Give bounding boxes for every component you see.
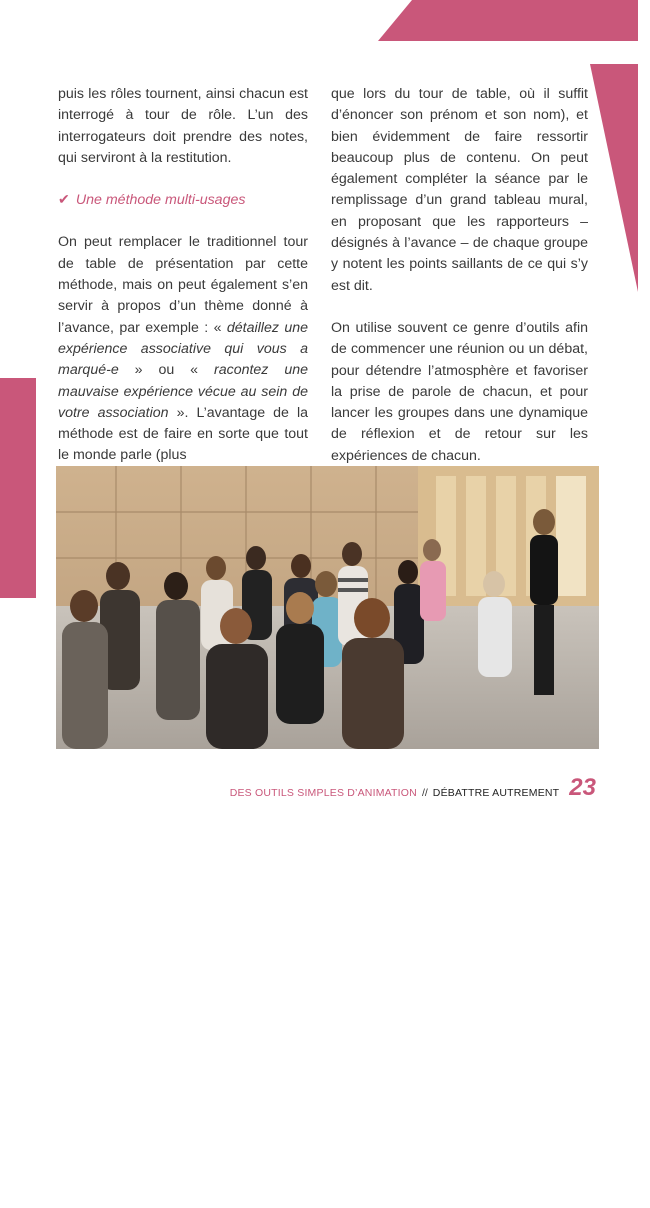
text-run: ». L’avantage de la méthode est de faire en sorte que tout le monde parle (plus (58, 404, 308, 464)
right-corner-shape (590, 64, 638, 292)
top-band-shape (378, 0, 638, 41)
left-column (58, 84, 308, 467)
footer-section-label: DES OUTILS SIMPLES D’ANIMATION (229, 787, 417, 799)
page-footer (229, 774, 596, 801)
footer-separator: // (421, 787, 428, 799)
text-run: On peut remplacer le traditionnel tour de table de présentation par cette méthode, mais on peut également s’en servir à propos d’un thème donné à l’avance, par exemple : « (58, 234, 308, 336)
right-paragraph-1: que lors du tour de table, où il suffit d’énoncer son prénom et son nom), et bien évidemment de faire ressortir beaucoup plus de contenu. On peut également compléter la séance par le remplissage d’un grand tableau mural, en proposant que les rapporteurs – désignés à l’avance – de chaque groupe y notent les points saillants de ce qui s’y est dit. (331, 86, 588, 294)
footer-title: DÉBATTRE AUTREMENT (432, 787, 560, 799)
italic-example-2: racontez une mauvaise expérience vécue au sein de votre association (58, 362, 308, 421)
section-heading (58, 190, 308, 211)
checkmark-icon: ✔ (58, 192, 70, 209)
text-run: » ou « (118, 362, 214, 379)
photo-credit: © Lotus,ville / flickr.com (641, 1124, 650, 1208)
italic-example-1: détaillez une expérience associative qui vous a marqué-e (58, 319, 308, 379)
page-number: 23 (569, 774, 596, 801)
right-paragraph-2: On utilise souvent ce genre d’outils afin de commencer une réunion ou un débat, pour détendre l’atmosphère et favoriser la prise de parole de chacun, et pour lancer les groupes dans une dynamique de réflexion et de retour sur les expériences de chacun. (331, 319, 588, 464)
left-corner-shape (0, 378, 36, 598)
right-column (331, 84, 588, 467)
left-paragraph-1: puis les rôles tournent, ainsi chacun est interrogé à tour de rôle. L’un des interrogateurs doit prendre des notes, qui serviront à la restitution. (58, 86, 308, 166)
photo-illustration (56, 466, 599, 749)
left-paragraph-2 (58, 232, 308, 466)
section-heading-text: Une méthode multi-usages (75, 192, 246, 209)
